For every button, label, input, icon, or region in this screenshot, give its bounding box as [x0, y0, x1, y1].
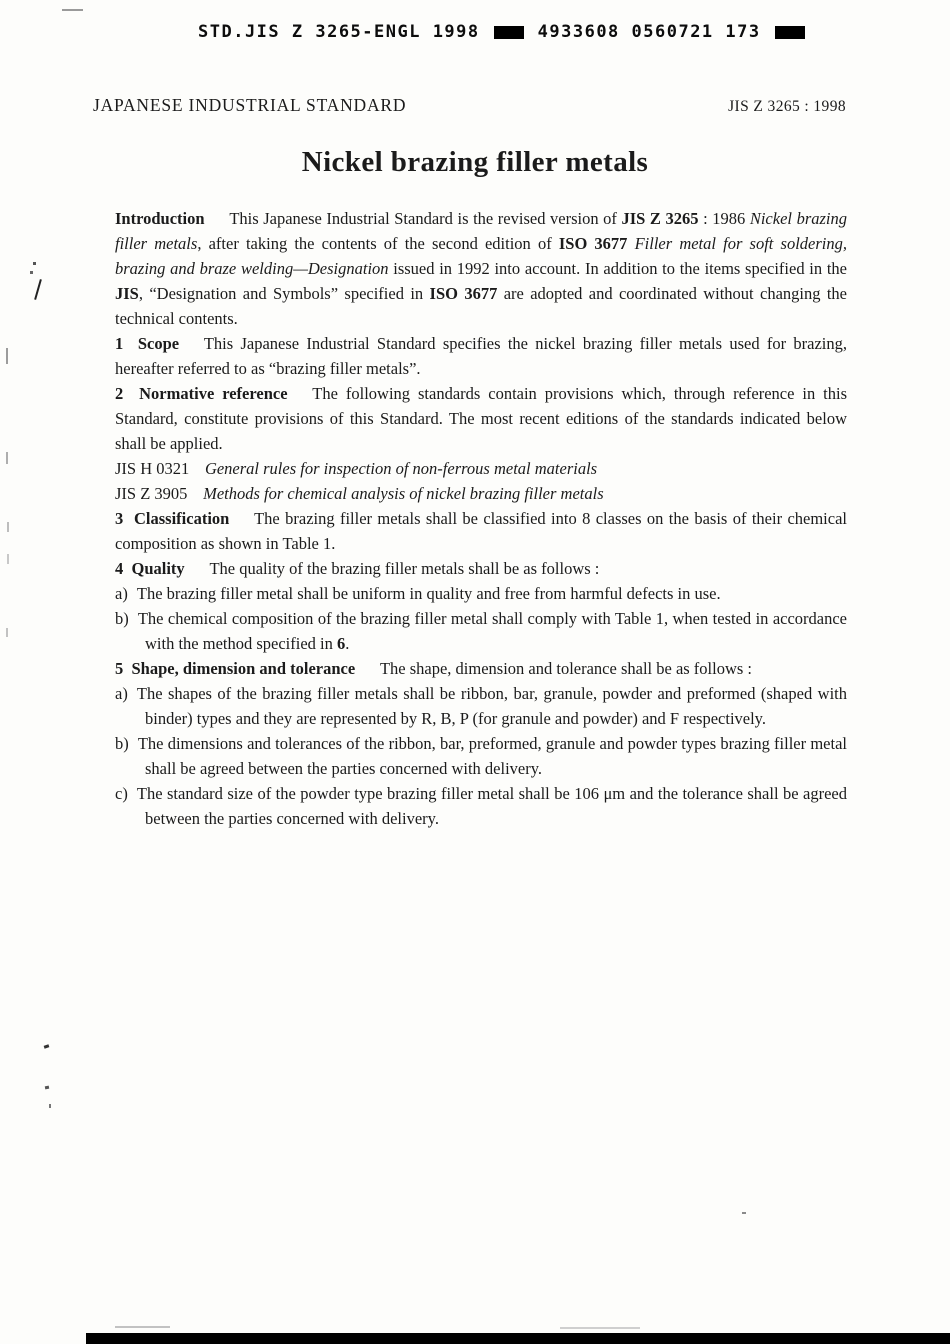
text-run: : 1986 — [698, 209, 750, 228]
list-item — [115, 731, 847, 781]
text-run: a) — [115, 584, 128, 603]
standard-name: JAPANESE INDUSTRIAL STANDARD — [93, 95, 407, 115]
standard-number: JIS Z 3265 : 1998 — [728, 98, 846, 115]
paragraph — [115, 506, 847, 556]
page-title: Nickel brazing filler metals — [301, 146, 649, 178]
text-run: c) — [115, 784, 128, 803]
text-bold: 3 Classification — [115, 509, 230, 528]
text-run: JIS Z 3905 — [115, 484, 188, 503]
list-item — [115, 781, 847, 831]
scan-artifact — [742, 1212, 746, 1214]
text-run: are adopted and coordinated without changing the technical contents. — [115, 284, 847, 328]
ocr-block-icon — [775, 26, 805, 39]
text-run: The brazing filler metals shall be classified into 8 classes on the basis of their chemical composition as shown in Table 1. — [115, 509, 847, 553]
scan-artifact — [33, 262, 36, 265]
scan-artifact — [45, 1086, 49, 1090]
paragraph — [115, 556, 847, 581]
text-bold: Introduction — [115, 209, 205, 228]
ocr-block-icon — [494, 26, 524, 39]
scan-artifact — [6, 348, 8, 364]
text-italic: Filler metal for soft soldering, brazing and braze welding—Designation — [115, 234, 847, 278]
paragraph — [115, 656, 847, 681]
text-run: The chemical composition of the brazing filler metal shall comply with Table 1, when tested in accordance with the method specified in — [137, 609, 847, 653]
text-run: , “Designation and Symbols” specified in — [138, 284, 430, 303]
scan-artifact — [62, 9, 83, 11]
scan-artifact — [6, 628, 8, 637]
text-italic: Nickel brazing filler metals — [115, 209, 847, 253]
reference-line — [115, 481, 847, 506]
text-run: The following standards contain provisions which, through reference in this Standard, constitute provisions of this Standard. The most recent editions of the standards indicated below shall be applied. — [115, 384, 847, 453]
text-bold: 1 Scope — [115, 334, 180, 353]
scan-artifact — [49, 1104, 51, 1108]
scan-artifact — [44, 1044, 50, 1048]
ocr-header-line — [198, 22, 805, 42]
paragraph — [115, 331, 847, 381]
paragraph — [115, 381, 847, 456]
text-italic: General rules for inspection of non-ferrous metal materials — [204, 459, 598, 478]
text-run: . — [345, 634, 350, 653]
scan-artifact — [7, 554, 9, 564]
reference-line — [115, 456, 847, 481]
text-run: This Japanese Industrial Standard is the revised version of — [229, 209, 622, 228]
text-run: JIS H 0321 — [115, 459, 190, 478]
text-run: , after taking the contents of the second edition of — [197, 234, 559, 253]
text-bold: ISO 3677 — [429, 284, 498, 303]
text-italic: Methods for chemical analysis of nickel brazing filler metals — [203, 484, 604, 503]
text-run: b) — [115, 609, 129, 628]
ocr-header-code: 4933608 0560721 173 — [537, 22, 761, 42]
text-bold: ISO 3677 — [558, 234, 628, 253]
paragraph — [115, 206, 847, 331]
text-bold: 4 Quality — [115, 559, 185, 578]
text-run: The shapes of the brazing filler metals shall be ribbon, bar, granule, powder and preformed (shaped with binder) types and they are represented by R, B, P (for granule and powder) and F respectively. — [136, 684, 847, 728]
text-run: The quality of the brazing filler metals shall be as follows : — [209, 559, 600, 578]
text-run: issued in 1992 into account. In addition to the items specified in the — [388, 259, 847, 278]
document-body — [115, 206, 847, 831]
text-run: The shape, dimension and tolerance shall be as follows : — [379, 659, 753, 678]
text-bold: 5 Shape, dimension and tolerance — [115, 659, 356, 678]
list-item — [115, 581, 847, 606]
scan-artifact — [30, 271, 33, 274]
text-bold: 2 Normative reference — [115, 384, 288, 403]
scan-artifact — [560, 1327, 640, 1329]
text-bold: JIS Z 3265 — [621, 209, 699, 228]
ocr-header-text: STD.JIS Z 3265-ENGL 1998 — [198, 22, 480, 42]
text-run — [627, 234, 634, 253]
text-bold: JIS — [115, 284, 139, 303]
standard-header-row — [93, 95, 846, 116]
scan-artifact — [7, 522, 9, 532]
text-run: This Japanese Industrial Standard specifies the nickel brazing filler metals used for brazing, hereafter referred to as “brazing filler metals”. — [115, 334, 847, 378]
scan-artifact — [6, 452, 8, 464]
text-run: a) — [115, 684, 128, 703]
list-item — [115, 606, 847, 656]
text-run: The dimensions and tolerances of the ribbon, bar, preformed, granule and powder types brazing filler metal shall be agreed between the parties concerned with delivery. — [137, 734, 847, 778]
scan-bottom-bar — [86, 1333, 950, 1344]
text-run: b) — [115, 734, 129, 753]
scan-artifact — [115, 1326, 170, 1328]
text-bold: 6 — [337, 634, 346, 653]
text-run: The brazing filler metal shall be uniform in quality and free from harmful defects in use. — [136, 584, 721, 603]
text-run: The standard size of the powder type brazing filler metal shall be 106 μm and the tolerance shall be agreed between the parties concerned with delivery. — [136, 784, 847, 828]
scan-artifact — [34, 279, 42, 300]
list-item — [115, 681, 847, 731]
